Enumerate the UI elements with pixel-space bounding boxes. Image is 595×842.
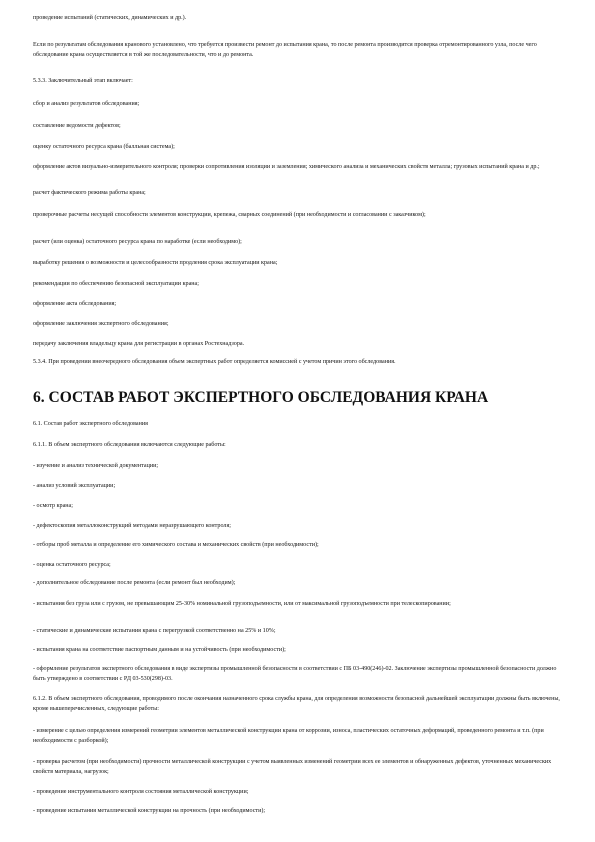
paragraph: 6.1.2. В объем экспертного обследования, проводимого после окончания назначенного срока службы крана, для определения возможности безопасной дальнейшей эксплуатации должны быть включены, кроме вышеперечисленных, следующие работы: [33,696,560,712]
list-item: - проведение испытания металлической конструкции на прочность (при необходимости); [33,808,266,814]
list-item: составление ведомости дефектов; [33,123,121,129]
section-5-3-3: 5.3.3. Заключительный этап включает: [33,78,133,84]
list-item: - проверка расчетом (при необходимости) прочности металлической конструкции с учетом выявленных изменений геометрии всех ее элементов и обнаруженных дефектов, уточненных механических свойств материала, нагрузок; [33,759,552,775]
list-item: - изучение и анализ технической документации; [33,463,159,469]
paragraph: Если по результатам обследования кранового установлено, что требуется произвести ремонт до испытания крана, то после ремонта производится проверка отремонтированного узла, после чего обследование крана осуществляется в той же последовательности, что и до ремонта. [33,42,537,58]
subsection-title: 6.1. Состав работ экспертного обследования [33,421,148,427]
list-item: расчет (или оценка) остаточного ресурса крана по наработке (если необходимо); [33,239,242,245]
list-item: - испытания крана на соответствие паспортным данным и на устойчивость (при необходимости); [33,647,286,653]
list-item: - осмотр крана; [33,503,73,509]
list-item: - оформление результатов экспертного обследования в виде экспертизы промышленной безопасности в соответствии с ПБ 03-490(246)-02. Заключение экспертизы промышленной безопасности должно быть утверждено в соответствии с РД 03-530(298)-03. [33,666,557,682]
list-item: - дополнительное обследование после ремонта (если ремонт был необходим); [33,580,236,586]
paragraph: 6.1.1. В объем экспертного обследования включаются следующие работы: [33,442,226,448]
list-item: передачу заключения владельцу крана для регистрации в органах Ростехнадзора. [33,341,245,347]
list-item: - статические и динамические испытания крана с перегрузкой соответственно на 25% и 10%; [33,628,276,634]
list-item: - отборы проб металла и определение его химического состава и механических свойств (при необходимости); [33,542,319,548]
list-item: оформление акта обследования; [33,301,117,307]
section-5-3-4: 5.3.4. При проведении внеочередного обследования объем экспертных работ определяется комиссией с учетом причин этого обследования. [33,359,396,365]
list-item: оценку остаточного ресурса крана (балльная система); [33,144,175,150]
paragraph: проведение испытаний (статических, динамических и др.). [33,15,187,21]
list-item: оформление заключения экспертного обследования; [33,321,169,327]
list-item: проверочные расчеты несущей способности элементов конструкции, крепежа, сварных соединений (при необходимости и согласовании с заказчиком); [33,212,426,218]
list-item: - дефектоскопия металлоконструкций методами неразрушающего контроля; [33,523,231,529]
list-item: сбор и анализ результатов обследования; [33,101,140,107]
section-heading: 6. СОСТАВ РАБОТ ЭКСПЕРТНОГО ОБСЛЕДОВАНИЯ КРАНА [33,389,489,406]
list-item: рекомендации по обеспечению безопасной эксплуатации крана; [33,281,199,287]
list-item: - измерение с целью определения измерений геометрии элементов металлической конструкции крана от коррозии, износа, пластических остаточных деформаций, проведенного ремонта и т.п. (при необходимости с разборкой); [33,728,544,744]
list-item: - оценка остаточного ресурса; [33,562,111,568]
list-item: - анализ условий эксплуатации; [33,483,116,489]
list-item: оформление актов визуально-измерительного контроля; проверки сопротивления изоляции и заземления; химического анализа и механических свойств металла; грузовых испытаний крана и др.; [33,164,540,170]
list-item: расчет фактического режима работы крана; [33,190,146,196]
list-item: выработку решения о возможности и целесообразности продления срока эксплуатации крана; [33,260,278,266]
list-item: - проведение инструментального контроля состояния металлической конструкции; [33,789,249,795]
list-item: - испытания без груза или с грузом, не превышающим 25-30% номинальной грузоподъемности, или от максимальной грузоподъемности при телескопировании; [33,601,451,607]
